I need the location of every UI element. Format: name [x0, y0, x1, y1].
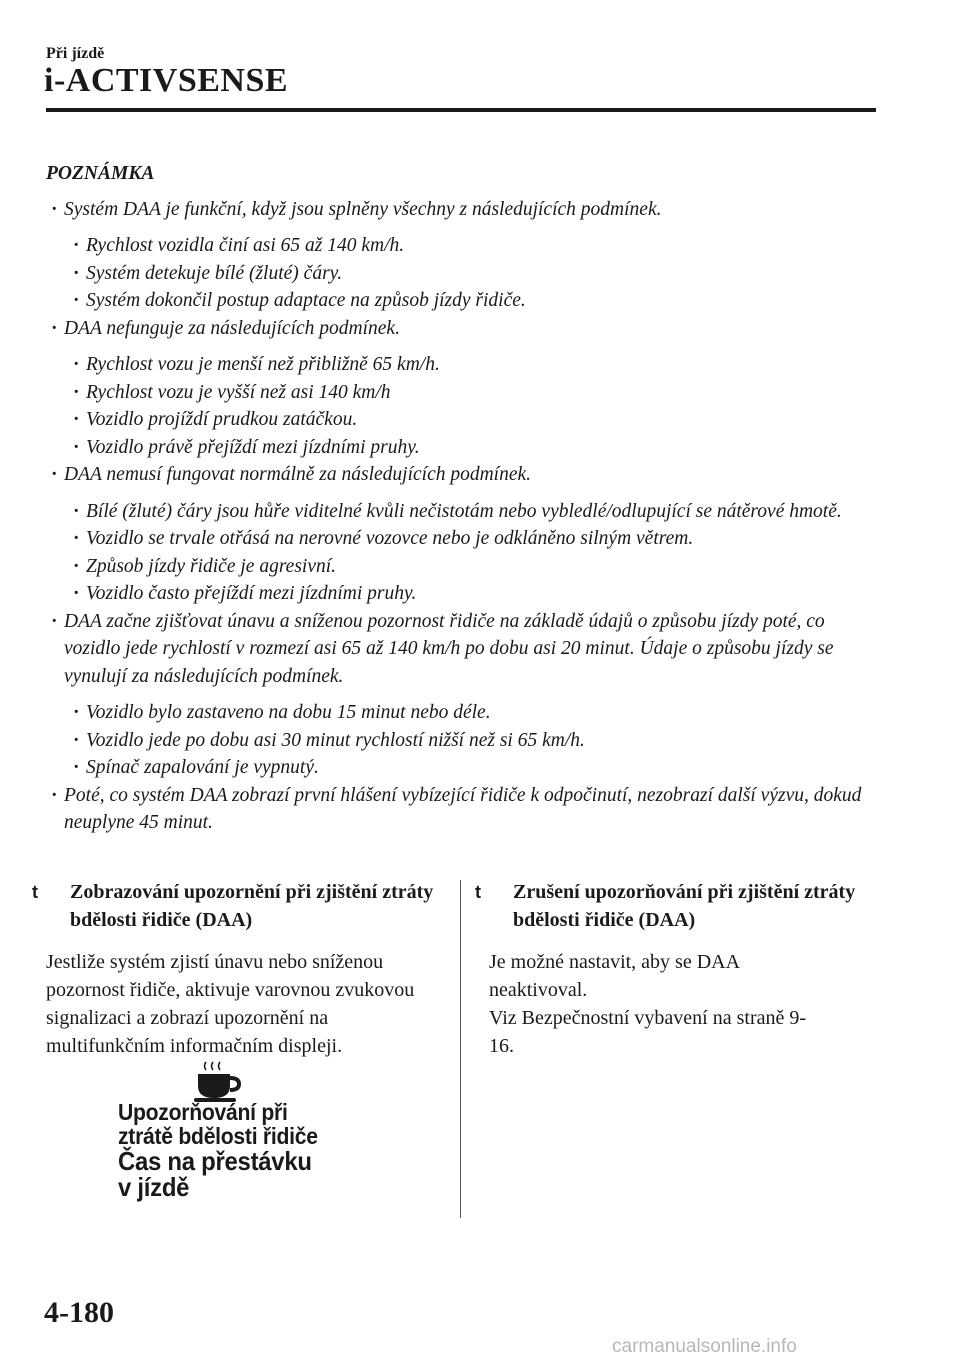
- note-bullet: · DAA nemusí fungovat normálně za následujících podmínek.: [46, 461, 876, 489]
- right-section-heading: [475, 878, 879, 934]
- right-heading-text: Zrušení upozorňování při zjištění ztráty bdělosti řidiče (DAA): [513, 881, 856, 931]
- display-line: v jízdě: [118, 1172, 190, 1202]
- left-heading-text: Zobrazování upozornění při zjištění ztráty bdělosti řidiče (DAA): [70, 881, 434, 931]
- chapter-title: i-ACTIVSENSE: [44, 62, 289, 99]
- display-line: ztrátě bdělosti řidiče: [118, 1123, 318, 1149]
- note-bullet: · DAA nefunguje za následujících podmínek.: [46, 315, 876, 343]
- note-box: [46, 160, 876, 837]
- title-rule: [46, 108, 876, 112]
- note-subbullet: · Vozidlo často přejíždí mezi jízdními pruhy.: [46, 580, 876, 608]
- right-body-text: Je možné nastavit, aby se DAA neaktivoval.: [489, 951, 739, 1001]
- note-subbullet: · Systém dokončil postup adaptace na způsob jízdy řidiče.: [46, 287, 876, 315]
- note-bullet: · Poté, co systém DAA zobrazí první hlášení vybízející řidiče k odpočinutí, nezobrazí další výzvu, dokud neuplyne 45 minut.: [46, 782, 876, 837]
- note-subbullet: · Vozidlo bylo zastaveno na dobu 15 minut nebo déle.: [46, 699, 876, 727]
- note-subbullet: · Spínač zapalování je vypnutý.: [46, 754, 876, 782]
- note-subbullet: · Vozidlo projíždí prudkou zatáčkou.: [46, 406, 876, 434]
- note-subbullet: · Způsob jízdy řidiče je agresivní.: [46, 553, 876, 581]
- note-subbullet: · Rychlost vozu je menší než přibližně 65 km/h.: [46, 351, 876, 379]
- display-message-graphic: [116, 1060, 376, 1210]
- column-divider: [460, 880, 461, 1218]
- note-list: [46, 196, 876, 837]
- note-bullet: · Systém DAA je funkční, když jsou splněny všechny z následujících podmínek.: [46, 196, 876, 224]
- note-bullet: · DAA začne zjišťovat únavu a sníženou pozornost řidiče na základě údajů o způsobu jízdy poté, co vozidlo jede rychlostí v rozmezí asi 65 až 140 km/h po dobu asi 20 minut. Údaje o způsobu jízdy se vynulují za následujících podmínek.: [46, 608, 876, 691]
- display-line: Čas na přestávku: [118, 1146, 312, 1176]
- note-subbullet: · Vozidlo se trvale otřásá na nerovné vozovce nebo je odkláněno silným větrem.: [46, 525, 876, 553]
- note-subbullet: · Rychlost vozu je vyšší než asi 140 km/h: [46, 379, 876, 407]
- section-label: Při jízdě: [46, 45, 105, 62]
- display-message-text: [118, 1100, 335, 1200]
- note-subbullet: · Systém detekuje bílé (žluté) čáry.: [46, 260, 876, 288]
- page-reference-text: Viz Bezpečnostní vybavení na straně 9-16.: [489, 1007, 807, 1057]
- note-subbullet: · Vozidlo jede po dobu asi 30 minut rychlostí nižší než si 65 km/h.: [46, 727, 876, 755]
- note-subbullet: · Vozidlo právě přejíždí mezi jízdními pruhy.: [46, 434, 876, 462]
- left-section-heading: [32, 878, 436, 934]
- watermark: carmanualsonline.info: [612, 1336, 797, 1357]
- right-column: [475, 878, 879, 1060]
- section-marker-icon: t: [475, 882, 481, 902]
- display-line: Upozorňování při: [118, 1099, 288, 1125]
- coffee-cup-icon: [192, 1060, 256, 1104]
- note-subbullet: · Rychlost vozidla činí asi 65 až 140 km/h.: [46, 232, 876, 260]
- section-marker-icon: t: [32, 882, 38, 902]
- page-number: 4-180: [44, 1296, 114, 1329]
- note-subbullet: · Bílé (žluté) čáry jsou hůře viditelné kvůli nečistotám nebo vybledlé/odlupující se nátěrové hmotě.: [46, 498, 876, 526]
- note-sublist: [46, 699, 876, 782]
- left-body-text: Jestliže systém zjistí únavu nebo sníženou pozornost řidiče, aktivuje varovnou zvukovou signalizaci a zobrazí upozornění na multifunkčním informačním displeji.: [46, 951, 415, 1057]
- note-sublist: [46, 498, 876, 608]
- note-heading: POZNÁMKA: [46, 163, 155, 184]
- note-sublist: [46, 232, 876, 315]
- left-column: [32, 878, 436, 1060]
- note-sublist: [46, 351, 876, 461]
